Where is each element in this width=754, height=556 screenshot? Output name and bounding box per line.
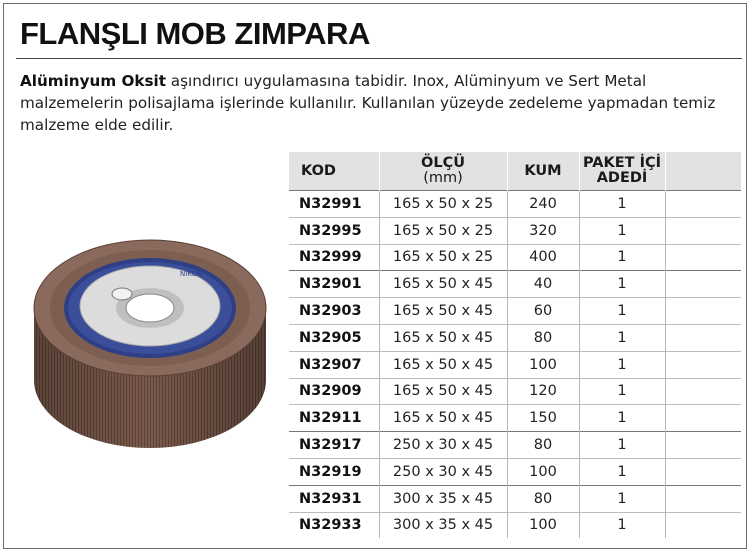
cell-adet: 1: [579, 405, 665, 432]
cell-kum: 120: [507, 378, 579, 405]
cell-kum: 40: [507, 271, 579, 298]
cell-kod: N32999: [289, 244, 379, 271]
table-row: [289, 271, 741, 298]
flange-brand-label: NIKON: [180, 270, 203, 278]
cell-kum: 60: [507, 298, 579, 325]
cell-olcu: 165 x 50 x 45: [379, 378, 507, 405]
description-text: aşındırıcı uygulamasına tabidir. Inox, Alüminyum ve Sert Metal malzemelerin polisajlama işlerinde kullanılır. Kullanılan yüzeyde zedeleme yapmadan temiz malzeme elde edilir.: [20, 72, 716, 134]
cell-blank: [665, 485, 741, 512]
cell-kum: 400: [507, 244, 579, 271]
cell-kod: N32901: [289, 271, 379, 298]
cell-kod: N32931: [289, 485, 379, 512]
table-row: [289, 512, 741, 538]
cell-adet: 1: [579, 217, 665, 244]
cell-blank: [665, 512, 741, 538]
cell-blank: [665, 324, 741, 351]
cell-olcu: 300 x 35 x 45: [379, 512, 507, 538]
cell-adet: 1: [579, 244, 665, 271]
table-row: [289, 432, 741, 459]
header-blank: [665, 152, 741, 191]
cell-kum: 100: [507, 351, 579, 378]
cell-adet: 1: [579, 298, 665, 325]
table-row: [289, 217, 741, 244]
cell-kod: N32911: [289, 405, 379, 432]
cell-adet: 1: [579, 351, 665, 378]
cell-blank: [665, 351, 741, 378]
title-divider: [16, 58, 742, 59]
cell-kum: 100: [507, 458, 579, 485]
table-row: [289, 485, 741, 512]
cell-kod: N32905: [289, 324, 379, 351]
cell-kod: N32933: [289, 512, 379, 538]
table-row: [289, 458, 741, 485]
cell-blank: [665, 432, 741, 459]
cell-kum: 320: [507, 217, 579, 244]
cell-blank: [665, 244, 741, 271]
product-description: [20, 70, 740, 136]
cell-adet: 1: [579, 485, 665, 512]
table-header-row: [289, 152, 741, 191]
cell-blank: [665, 405, 741, 432]
cell-blank: [665, 298, 741, 325]
cell-kum: 150: [507, 405, 579, 432]
flap-wheel-image: [30, 230, 270, 455]
cell-adet: 1: [579, 378, 665, 405]
header-kod: KOD: [289, 152, 379, 191]
cell-kum: 80: [507, 432, 579, 459]
table-row: [289, 351, 741, 378]
cell-olcu: 165 x 50 x 45: [379, 405, 507, 432]
cell-kod: N32919: [289, 458, 379, 485]
cell-adet: 1: [579, 271, 665, 298]
cell-olcu: 165 x 50 x 45: [379, 324, 507, 351]
cell-blank: [665, 217, 741, 244]
cell-olcu: 165 x 50 x 45: [379, 351, 507, 378]
cell-blank: [665, 378, 741, 405]
cell-kod: N32903: [289, 298, 379, 325]
cell-adet: 1: [579, 458, 665, 485]
table-row: [289, 405, 741, 432]
cell-kum: 100: [507, 512, 579, 538]
cell-blank: [665, 271, 741, 298]
table-row: [289, 191, 741, 218]
cell-kod: N32917: [289, 432, 379, 459]
header-paket-adedi: PAKET İÇİ ADEDİ: [579, 152, 665, 191]
cell-olcu: 165 x 50 x 25: [379, 191, 507, 218]
cell-olcu: 250 x 30 x 45: [379, 432, 507, 459]
cell-olcu: 165 x 50 x 25: [379, 217, 507, 244]
cell-adet: 1: [579, 191, 665, 218]
header-kum: KUM: [507, 152, 579, 191]
cell-kod: N32907: [289, 351, 379, 378]
table-row: [289, 298, 741, 325]
cell-olcu: 300 x 35 x 45: [379, 485, 507, 512]
cell-kum: 240: [507, 191, 579, 218]
page-title: FLANŞLI MOB ZIMPARA: [20, 16, 370, 51]
cell-olcu: 165 x 50 x 45: [379, 298, 507, 325]
cell-kum: 80: [507, 485, 579, 512]
cell-adet: 1: [579, 324, 665, 351]
cell-blank: [665, 458, 741, 485]
cell-blank: [665, 191, 741, 218]
cell-kod: N32909: [289, 378, 379, 405]
table-row: [289, 324, 741, 351]
table-row: [289, 244, 741, 271]
table-row: [289, 378, 741, 405]
cell-olcu: 165 x 50 x 25: [379, 244, 507, 271]
header-olcu: ÖLÇÜ (mm): [379, 152, 507, 191]
cell-kod: N32991: [289, 191, 379, 218]
product-spec-table: [289, 152, 741, 538]
cell-olcu: 165 x 50 x 45: [379, 271, 507, 298]
description-bold: Alüminyum Oksit: [20, 72, 166, 90]
cell-olcu: 250 x 30 x 45: [379, 458, 507, 485]
cell-adet: 1: [579, 432, 665, 459]
cell-kum: 80: [507, 324, 579, 351]
cell-kod: N32995: [289, 217, 379, 244]
cell-adet: 1: [579, 512, 665, 538]
